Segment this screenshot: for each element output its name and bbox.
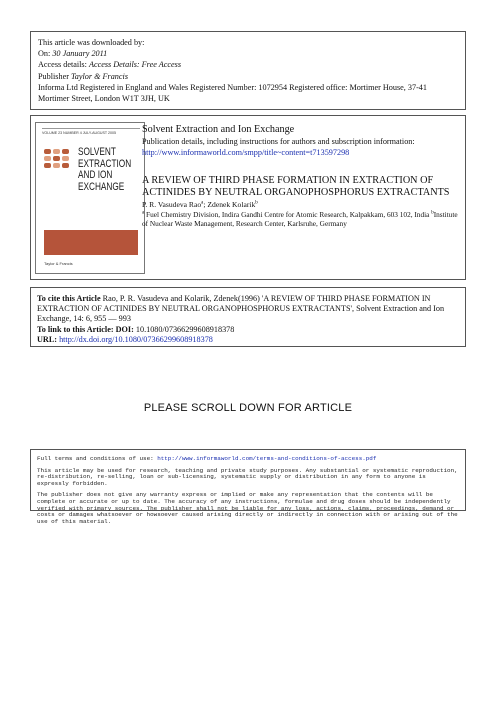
author-list: P. R. Vasudeva Rao$^a$; Zdenek Kolarik$^b$ bbox=[142, 200, 258, 210]
doi-value: 10.1080/07366299608918378 bbox=[135, 324, 235, 334]
journal-info-box bbox=[30, 115, 466, 280]
journal-details bbox=[142, 124, 460, 228]
journal-title: Solvent Extraction and Ion Exchange bbox=[142, 124, 295, 135]
scroll-down-notice: PLEASE SCROLL DOWN FOR ARTICLE bbox=[143, 402, 353, 414]
cite-line: To cite this Article Rao, P. R. Vasudeva and Kolarik, Zdenek(1996) 'A REVIEW OF THIRD PHASE FORMATION IN EXTRACTION OF ACTINIDES BY NEUTRAL ORGANOPHOSPHORUS EXTRACTANTS', Solvent Extraction and Ion Exchange, 14: 6, 955 — 993 bbox=[37, 294, 445, 324]
publisher-line: Publisher Taylor & Francis bbox=[38, 71, 128, 81]
terms-url-link[interactable]: http://www.informaworld.com/terms-and-conditions-of-access.pdf bbox=[157, 455, 377, 462]
downloaded-by-line: This article was downloaded by: bbox=[38, 38, 145, 47]
cover-square bbox=[53, 149, 60, 154]
download-info-box bbox=[30, 31, 466, 110]
access-details: Access Details: Free Access bbox=[88, 60, 182, 70]
citation-text: Rao, P. R. Vasudeva and Kolarik, Zdenek(1996) 'A REVIEW OF THIRD PHASE FORMATION IN EXTRACTION OF ACTINIDES BY NEUTRAL ORGANOPHOSPHORUS EXTRACTANTS', Solvent Extraction and Ion Exchange, 14: 6, 955 — 993 bbox=[37, 294, 445, 324]
citation-box bbox=[30, 287, 466, 347]
cover-square bbox=[44, 156, 51, 161]
informa-registration: Informa Ltd Registered in England and Wales Registered Number: 1072954 Registered office: Mortimer House, 37-41 Mortimer Street, London W1T 3JH, UK bbox=[38, 82, 427, 104]
affiliations: $^a$ Fuel Chemistry Division, Indira Gandhi Centre for Atomic Research, Kalpakkam, 603 102, India $^b$Institute of Nuclear Waste Management, Research Center, Karlsruhe, Germany bbox=[142, 209, 458, 228]
author-1: P. R. Vasudeva Rao bbox=[142, 200, 202, 210]
cover-square bbox=[62, 149, 69, 154]
cover-square bbox=[62, 156, 69, 161]
download-date-line: On: 30 January 2011 bbox=[38, 49, 108, 59]
journal-url-link[interactable]: http://www.informaworld.com/smpp/title~content=t713597298 bbox=[142, 147, 350, 157]
doi-line: To link to this Article: DOI: 10.1080/07366299608918378 bbox=[37, 324, 235, 334]
publication-details: Publication details, including instructions for authors and subscription information: bbox=[142, 137, 415, 146]
cover-title: SOLVENT EXTRACTION AND ION EXCHANGE bbox=[78, 146, 132, 193]
cover-color-block bbox=[44, 230, 138, 255]
full-terms-line: Full terms and conditions of use: http://www.informaworld.com/terms-and-conditions-of-access.pdf bbox=[37, 455, 377, 462]
cover-pattern bbox=[44, 149, 72, 168]
affiliation-b: Institute of Nuclear Waste Management, Research Center, Karlsruhe, Germany bbox=[142, 209, 458, 228]
affiliation-a: Fuel Chemistry Division, Indira Gandhi Centre for Atomic Research, Kalpakkam, 603 102, India bbox=[144, 209, 432, 219]
cover-square bbox=[44, 149, 51, 154]
cover-rule bbox=[42, 128, 140, 129]
article-title: A REVIEW OF THIRD PHASE FORMATION IN EXTRACTION OF ACTINIDES BY NEUTRAL ORGANOPHOSPHORUS EXTRACTANTS bbox=[142, 175, 450, 199]
terms-box bbox=[30, 449, 466, 525]
terms-paragraph-usage: This article may be used for research, teaching and private study purposes. Any substantial or systematic reproduction, re-distribution, re-selling, loan or sub-licensing, systematic supply or distribution in any form to anyone is expressly forbidden. bbox=[37, 466, 458, 487]
terms-paragraph-disclaimer: The publisher does not give any warranty express or implied or make any representation that the contents will be complete or accurate or up to date. The accuracy of any instructions, formulae and drug doses should be independently verified with primary sources. The publisher shall not be liable for any loss, actions, claims, proceedings, demand or costs or damages whatsoever or howsoever caused arising directly or indirectly in connection with or arising out of the use of this material. bbox=[37, 491, 458, 525]
cover-square bbox=[53, 156, 60, 161]
download-date: 30 January 2011 bbox=[52, 49, 108, 59]
cover-square bbox=[62, 163, 69, 168]
cover-square bbox=[53, 163, 60, 168]
cover-square bbox=[44, 163, 51, 168]
cover-volume-line: VOLUME 23 NUMBER 4 JULY-AUGUST 2005 bbox=[42, 131, 117, 135]
publisher-name: Taylor & Francis bbox=[70, 71, 128, 81]
doi-url-link[interactable]: http://dx.doi.org/10.1080/07366299608918378 bbox=[59, 334, 213, 344]
access-details-line: Access details: Access Details: Free Access bbox=[38, 60, 182, 70]
url-line: URL: http://dx.doi.org/10.1080/07366299608918378 bbox=[37, 334, 213, 344]
journal-cover-image bbox=[35, 122, 145, 274]
cover-publisher-logo: Taylor & Francis bbox=[44, 261, 73, 266]
